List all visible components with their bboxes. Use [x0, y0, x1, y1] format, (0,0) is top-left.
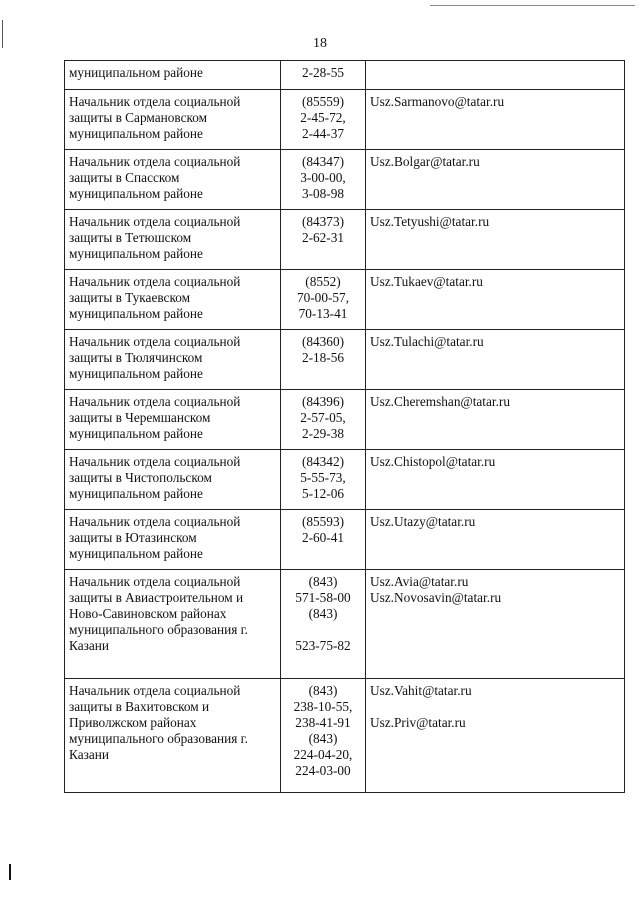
email-line: Usz.Novosavin@tatar.ru: [370, 590, 502, 605]
name-cell: [65, 510, 281, 570]
contacts-table: [64, 60, 625, 793]
email-line: Usz.Tukaev@tatar.ru: [370, 274, 483, 289]
email-line: Usz.Bolgar@tatar.ru: [370, 154, 480, 169]
name-line: Начальник отдела социальной: [69, 454, 241, 469]
name-line: защиты в Ютазинском: [69, 530, 197, 545]
table-row: [65, 90, 625, 150]
scan-edge-line: [430, 5, 635, 6]
phone-cell: [281, 90, 366, 150]
phone-line: 224-03-00: [295, 763, 351, 778]
name-line: защиты в Вахитовском и: [69, 699, 210, 714]
name-line: муниципальном районе: [69, 246, 203, 261]
name-line: Приволжском районах: [69, 715, 197, 730]
phone-line: (843): [308, 683, 338, 698]
name-line: муниципальном районе: [69, 366, 203, 381]
name-cell: [65, 570, 281, 679]
name-line: муниципальном районе: [69, 65, 203, 80]
name-cell: [65, 150, 281, 210]
name-line: Казани: [69, 638, 109, 653]
table-row: [65, 390, 625, 450]
name-line: Начальник отдела социальной: [69, 574, 241, 589]
table-row: [65, 210, 625, 270]
email-line: Usz.Priv@tatar.ru: [370, 715, 466, 730]
phone-line: 2-28-55: [301, 65, 345, 80]
name-line: защиты в Авиастроительном и: [69, 590, 244, 605]
phone-line: 523-75-82: [295, 638, 351, 653]
email-cell: [366, 390, 625, 450]
name-line: Начальник отдела социальной: [69, 154, 241, 169]
name-line: муниципального образования г.: [69, 731, 248, 746]
name-line: Начальник отдела социальной: [69, 274, 241, 289]
name-line: Начальник отдела социальной: [69, 683, 241, 698]
name-line: защиты в Чистопольском: [69, 470, 212, 485]
phone-line: 3-08-98: [301, 186, 345, 201]
phone-line: (843): [308, 606, 338, 621]
phone-line: (843): [308, 731, 338, 746]
name-line: муниципальном районе: [69, 546, 203, 561]
phone-line: 2-60-41: [301, 530, 345, 545]
name-line: защиты в Тетюшском: [69, 230, 192, 245]
phone-line: 70-00-57,: [296, 290, 350, 305]
name-line: Начальник отдела социальной: [69, 514, 241, 529]
table-row: [65, 679, 625, 793]
phone-cell: [281, 510, 366, 570]
phone-cell: [281, 679, 366, 793]
phone-line: 224-04-20,: [293, 747, 353, 762]
name-cell: [65, 330, 281, 390]
name-cell: [65, 90, 281, 150]
phone-line: (8552): [305, 274, 341, 289]
name-line: Начальник отдела социальной: [69, 394, 241, 409]
email-line: Usz.Tetyushi@tatar.ru: [370, 214, 490, 229]
name-line: муниципальном районе: [69, 126, 203, 141]
phone-line: (85559): [301, 94, 345, 109]
table-row: [65, 61, 625, 90]
phone-line: 2-44-37: [301, 126, 345, 141]
phone-cell: [281, 450, 366, 510]
email-line: Usz.Cheremshan@tatar.ru: [370, 394, 511, 409]
table-row: [65, 510, 625, 570]
email-line: Usz.Utazy@tatar.ru: [370, 514, 476, 529]
phone-line: 70-13-41: [298, 306, 348, 321]
name-cell: [65, 450, 281, 510]
table-row: [65, 570, 625, 679]
scan-edge-mark: [9, 864, 11, 880]
name-line: Казани: [69, 747, 109, 762]
blank-line: [370, 699, 620, 715]
email-line: Usz.Avia@tatar.ru: [370, 574, 469, 589]
email-cell: [366, 270, 625, 330]
name-line: защиты в Тюлячинском: [69, 350, 203, 365]
email-cell: [366, 679, 625, 793]
name-cell: [65, 390, 281, 450]
name-line: Начальник отдела социальной: [69, 334, 241, 349]
name-cell: [65, 61, 281, 90]
phone-cell: [281, 150, 366, 210]
phone-line: 3-00-00,: [300, 170, 346, 185]
email-line: Usz.Chistopol@tatar.ru: [370, 454, 496, 469]
email-cell: [366, 450, 625, 510]
phone-line: 571-58-00: [295, 590, 351, 605]
page-number: 18: [313, 36, 327, 51]
name-cell: [65, 679, 281, 793]
name-line: Ново-Савиновском районах: [69, 606, 227, 621]
email-line: Usz.Sarmanovo@tatar.ru: [370, 94, 505, 109]
phone-line: 238-10-55,: [293, 699, 353, 714]
phone-line: 238-41-91: [295, 715, 351, 730]
name-cell: [65, 210, 281, 270]
name-line: защиты в Тукаевском: [69, 290, 191, 305]
phone-line: (84396): [301, 394, 345, 409]
phone-line: (84342): [301, 454, 345, 469]
name-line: Начальник отдела социальной: [69, 214, 241, 229]
phone-line: 5-12-06: [301, 486, 345, 501]
phone-line: (84373): [301, 214, 345, 229]
table-row: [65, 150, 625, 210]
phone-line: 2-57-05,: [300, 410, 346, 425]
phone-cell: [281, 570, 366, 679]
phone-cell: [281, 210, 366, 270]
phone-line: (843): [308, 574, 338, 589]
email-line: Usz.Tulachi@tatar.ru: [370, 334, 484, 349]
contacts-table-body: [65, 61, 625, 793]
name-line: муниципальном районе: [69, 486, 203, 501]
name-line: защиты в Спасском: [69, 170, 180, 185]
email-line: Usz.Vahit@tatar.ru: [370, 683, 472, 698]
table-row: [65, 330, 625, 390]
phone-line: 2-29-38: [301, 426, 345, 441]
table-row: [65, 450, 625, 510]
phone-line: 2-18-56: [301, 350, 345, 365]
email-cell: [366, 61, 625, 90]
table-row: [65, 270, 625, 330]
name-line: муниципальном районе: [69, 426, 203, 441]
blank-line: [285, 622, 361, 638]
name-line: Начальник отдела социальной: [69, 94, 241, 109]
phone-line: 2-45-72,: [300, 110, 346, 125]
email-cell: [366, 510, 625, 570]
phone-cell: [281, 61, 366, 90]
email-cell: [366, 90, 625, 150]
name-line: защиты в Сармановском: [69, 110, 208, 125]
phone-line: (84347): [301, 154, 345, 169]
phone-line: (85593): [301, 514, 345, 529]
phone-line: 2-62-31: [301, 230, 345, 245]
phone-cell: [281, 390, 366, 450]
email-cell: [366, 210, 625, 270]
name-line: муниципальном районе: [69, 306, 203, 321]
name-line: муниципального образования г.: [69, 622, 248, 637]
email-cell: [366, 330, 625, 390]
email-cell: [366, 570, 625, 679]
phone-cell: [281, 270, 366, 330]
phone-line: 5-55-73,: [300, 470, 346, 485]
phone-cell: [281, 330, 366, 390]
email-cell: [366, 150, 625, 210]
phone-line: (84360): [301, 334, 345, 349]
name-line: защиты в Черемшанском: [69, 410, 211, 425]
name-cell: [65, 270, 281, 330]
name-line: муниципальном районе: [69, 186, 203, 201]
